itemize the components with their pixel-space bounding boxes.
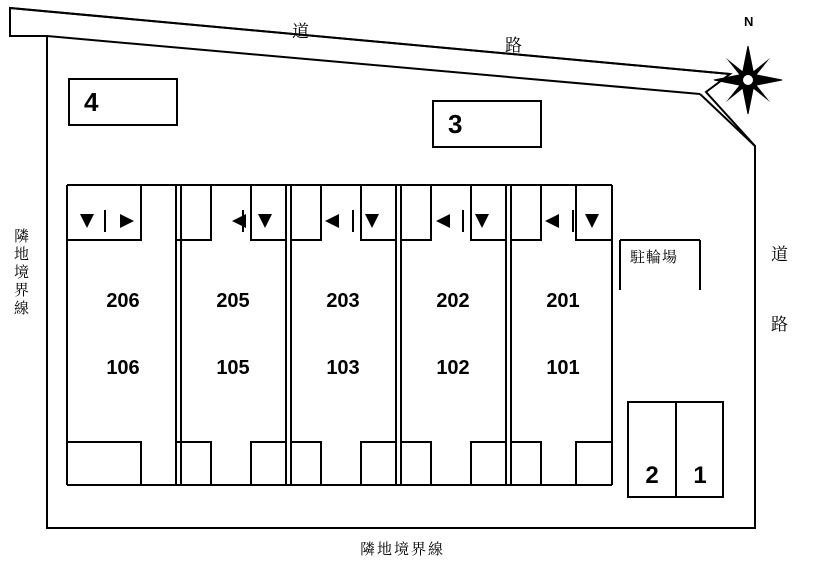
unit-105: 105 <box>216 357 250 379</box>
parking-space-1: 1 <box>693 462 707 489</box>
boundary-label-left: 隣地境界線 <box>12 228 29 318</box>
bike-parking-label: 駐輪場 <box>630 249 679 266</box>
unit-103: 103 <box>326 357 360 379</box>
road-label-top-1: 道 <box>292 22 310 41</box>
parking-space-2: 2 <box>645 462 659 489</box>
unit-203: 203 <box>326 290 360 312</box>
boundary-label-bottom: 隣地境界線 <box>360 541 446 558</box>
compass-north-label: N <box>744 14 754 29</box>
compass-rose-graphic <box>714 46 782 114</box>
building-label-3-text: 3 <box>448 109 463 139</box>
building-label-4-text: 4 <box>84 87 99 117</box>
unit-202: 202 <box>436 290 470 312</box>
unit-102: 102 <box>436 357 470 379</box>
road-label-right-2: 路 <box>771 315 789 334</box>
unit-205: 205 <box>216 290 250 312</box>
road-label-right-1: 道 <box>771 245 789 264</box>
building-label-4 <box>68 78 178 126</box>
unit-206: 206 <box>106 290 140 312</box>
direction-arrows <box>80 214 599 228</box>
unit-101: 101 <box>546 357 580 379</box>
road-label-top-2: 路 <box>505 36 523 55</box>
unit-106: 106 <box>106 357 140 379</box>
building-label-3 <box>432 100 542 148</box>
unit-201: 201 <box>546 290 580 312</box>
